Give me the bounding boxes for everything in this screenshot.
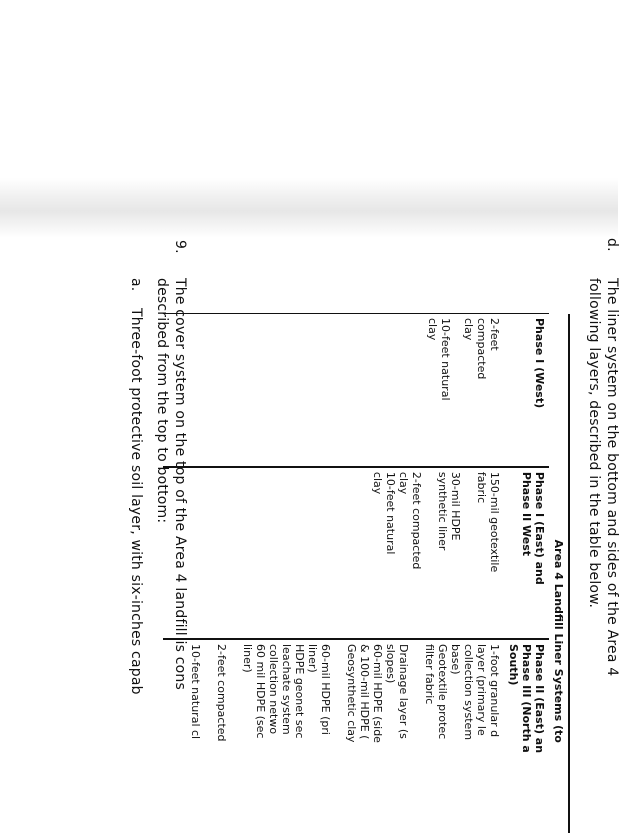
col3-line: Geotextile protec [436, 644, 449, 829]
col2-line [423, 472, 436, 634]
col3-line: 1-foot granular d [488, 644, 501, 829]
col2-line: clay [397, 472, 410, 634]
col3-line [410, 644, 423, 829]
item-d-line1: The liner system on the bottom and sides of the Area 4 [604, 278, 620, 676]
col2-header-line: Phase II West [520, 472, 533, 634]
col3-line: collection netwo [267, 644, 280, 829]
col3-line: 60-mil HDPE (pri [319, 644, 332, 829]
col3-line [332, 644, 345, 829]
col2-header [504, 467, 549, 639]
col3-line [228, 644, 241, 829]
item-d-line2: following layers, described in the table below. [586, 278, 602, 608]
col3-line: HDPE geonet sec [293, 644, 306, 829]
table-title: Area 4 Landfill Liner Systems (to [549, 314, 569, 833]
col2-line: synthetic liner [436, 472, 449, 634]
col1-line: 2-feet [488, 318, 501, 462]
col2-line: fabric [475, 472, 488, 634]
col3-line: leachate system [280, 644, 293, 829]
col2-line: 30-mil HDPE [449, 472, 462, 634]
col1-line: clay [426, 318, 439, 462]
item-a-marker: a. [128, 278, 144, 291]
col3-header-line: South) [507, 644, 520, 829]
col2-line: clay [371, 472, 384, 634]
col2-line [462, 472, 475, 634]
item-9-line2: described from the top to bottom: [154, 278, 170, 523]
col3-line: 10-feet natural cl [189, 644, 202, 829]
col3-line: 60 mil HDPE (sec [254, 644, 267, 829]
col3-line: filter fabric [423, 644, 436, 829]
col3-header [504, 639, 549, 833]
col3-line: collection system [462, 644, 475, 829]
col2-line: 2-feet compacted [410, 472, 423, 634]
col1-line: clay [462, 318, 475, 462]
col3-line: base) [449, 644, 462, 829]
col3-line: liner) [241, 644, 254, 829]
col3-line: Geosynthetic clay [345, 644, 358, 829]
col3-line: Drainage layer (s [397, 644, 410, 829]
col1-cell [163, 314, 504, 467]
col3-line: 2-feet compacted [215, 644, 228, 829]
col2-line: 10-feet natural [384, 472, 397, 634]
col2-cell [163, 467, 504, 639]
col1-header [504, 314, 549, 467]
col3-line: & 100-mil HDPE ( [358, 644, 371, 829]
item-9-line1: The cover system on the top of the Area 4 landfill is cons [172, 278, 188, 690]
col1-line: compacted [475, 318, 488, 462]
col3-line: slopes) [384, 644, 397, 829]
item-a-text: Three-foot protective soil layer, with six-inches capab [128, 308, 144, 695]
col3-line: 60-mil HDPE (side [371, 644, 384, 829]
col3-line: liner) [306, 644, 319, 829]
col3-header-line: Phase II (East) an [533, 644, 546, 829]
col1-header-line: Phase I (West) [533, 318, 546, 462]
item-d-marker: d. [604, 238, 620, 252]
col3-header-line: Phase III (North a [520, 644, 533, 829]
item-9-marker: 9. [172, 240, 188, 254]
col3-cell [163, 639, 504, 833]
liner-systems-table [163, 313, 570, 833]
col3-line: layer (primary le [475, 644, 488, 829]
col3-line [202, 644, 215, 829]
col2-header-line: Phase I (East) and [533, 472, 546, 634]
col1-line: 10-feet natural [439, 318, 452, 462]
col2-line: 150-mil geotextile [488, 472, 501, 634]
